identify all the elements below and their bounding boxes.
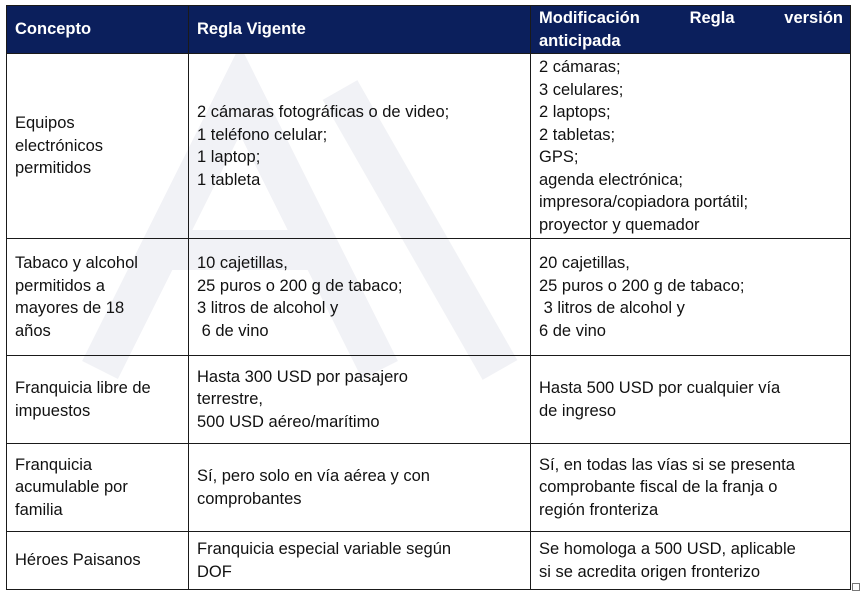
- cell-line: 20 cajetillas,: [539, 254, 630, 272]
- header-proposed-word: Modificación: [539, 9, 640, 27]
- header-proposed-word: versión: [784, 9, 843, 27]
- cell-line: 25 puros o 200 g de tabaco;: [197, 276, 403, 295]
- header-row: [7, 6, 851, 54]
- cell-line: 1 tableta: [197, 170, 261, 189]
- cell-line: impuestos: [15, 401, 91, 420]
- cell-line: permitidos a: [15, 276, 105, 295]
- cell-concept: [7, 239, 189, 356]
- cell-line: 3 litros de alcohol y: [539, 299, 685, 317]
- cell-line: familia: [15, 500, 63, 519]
- cell-line: terrestre,: [197, 390, 264, 409]
- cell-proposed: [531, 239, 851, 356]
- cell-line: 1 teléfono celular;: [197, 125, 328, 144]
- cell-line: electrónicos: [15, 136, 104, 155]
- cell-proposed: [531, 356, 851, 444]
- cell-line: Hasta 500 USD por cualquier vía: [539, 379, 781, 397]
- cell-line: proyector y quemador: [539, 215, 700, 234]
- cell-current: [189, 532, 531, 590]
- header-proposed-rule: [531, 6, 851, 54]
- cell-line: 2 tabletas;: [539, 125, 616, 144]
- cell-line: comprobante fiscal de la franja o: [539, 478, 778, 497]
- cell-current: [189, 356, 531, 444]
- cell-current: [189, 444, 531, 532]
- table-row: [7, 356, 851, 444]
- comparison-table: [6, 5, 851, 590]
- cell-line: 2 cámaras;: [539, 58, 621, 76]
- header-proposed-line2: anticipada: [539, 31, 621, 50]
- cell-line: 1 laptop;: [197, 148, 261, 166]
- cell-line: mayores de 18: [15, 299, 125, 317]
- cell-line: acumulable por: [15, 478, 128, 497]
- cell-line: comprobantes: [197, 489, 302, 508]
- cell-line: 2 cámaras fotográficas o de video;: [197, 103, 450, 121]
- cell-proposed: [531, 444, 851, 532]
- cell-line: 500 USD aéreo/marítimo: [197, 412, 380, 431]
- cell-line: 25 puros o 200 g de tabaco;: [539, 276, 745, 295]
- header-concept: Concepto: [7, 6, 189, 54]
- cell-line: Se homologa a 500 USD, aplicable: [539, 540, 796, 558]
- cell-line: si se acredita origen fronterizo: [539, 562, 761, 581]
- cell-line: agenda electrónica;: [539, 170, 684, 189]
- cell-line: Tabaco y alcohol: [15, 254, 138, 272]
- cell-line: 3 celulares;: [539, 80, 624, 99]
- cell-concept: [7, 54, 189, 239]
- table-row: [7, 444, 851, 532]
- cell-line: 2 laptops;: [539, 103, 611, 121]
- cell-line: 6 de vino: [197, 321, 269, 340]
- table-row: [7, 54, 851, 239]
- cell-proposed: [531, 532, 851, 590]
- cell-line: Hasta 300 USD por pasajero: [197, 367, 408, 386]
- cell-line: Equipos: [15, 114, 75, 133]
- cell-current: [189, 54, 531, 239]
- cell-line: 6 de vino: [539, 321, 606, 340]
- cell-line: años: [15, 321, 51, 340]
- header-proposed-line1: [539, 7, 843, 30]
- cell-line: GPS;: [539, 148, 579, 166]
- cell-line: Franquicia libre de: [15, 379, 151, 397]
- cell-line: 3 litros de alcohol y: [197, 299, 339, 317]
- cell-line: Franquicia: [15, 455, 93, 474]
- cell-line: de ingreso: [539, 401, 617, 420]
- cell-current: [189, 239, 531, 356]
- cell-line: impresora/copiadora portátil;: [539, 193, 749, 211]
- table-row: [7, 239, 851, 356]
- cell-concept: [7, 356, 189, 444]
- header-current-rule: Regla Vigente: [189, 6, 531, 54]
- header-proposed-word: Regla: [689, 9, 735, 27]
- cell-line: 10 cajetillas,: [197, 254, 288, 272]
- cell-line: Franquicia especial variable según: [197, 540, 452, 558]
- resize-handle[interactable]: [852, 583, 860, 591]
- cell-line: permitidos: [15, 159, 92, 178]
- cell-line: región fronteriza: [539, 500, 659, 519]
- cell-concept: [7, 532, 189, 590]
- cell-line: DOF: [197, 562, 232, 581]
- table-row: [7, 532, 851, 590]
- cell-line: Sí, pero solo en vía aérea y con: [197, 467, 430, 485]
- cell-line: Héroes Paisanos: [15, 551, 141, 570]
- cell-concept: [7, 444, 189, 532]
- cell-proposed: [531, 54, 851, 239]
- cell-line: Sí, en todas las vías si se presenta: [539, 455, 795, 474]
